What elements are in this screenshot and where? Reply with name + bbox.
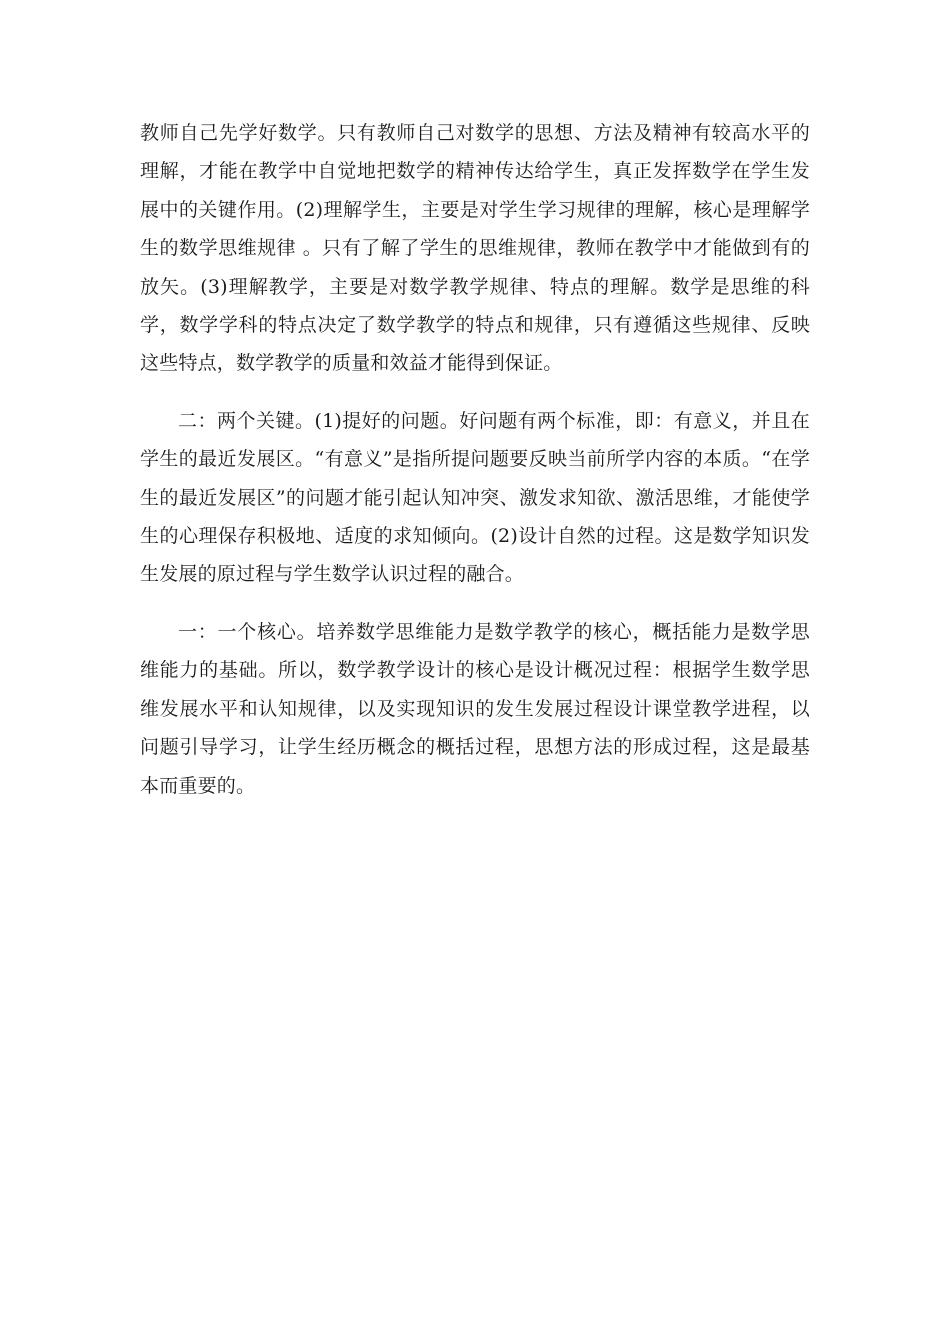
paragraph-one-core: 一：一个核心。培养数学思维能力是数学教学的核心，概括能力是数学思维能力的基础。所以，数学教学设计的核心是设计概况过程：根据学生数学思维发展水平和认知规律，以及实现知识的发生发展过程设计课堂教学进程，以问题引导学习，让学生经历概念的概括过程，思想方法的形成过程，这是最基本而重要的。 [140,620,810,797]
paragraph-understanding: 教师自己先学好数学。只有教师自己对数学的思想、方法及精神有较高水平的理解，才能在教学中自觉地把数学的精神传达给学生，真正发挥数学在学生发展中的关键作用。(2)理解学生，主要是对学生学习规律的理解，核心是理解学生的数学思维规律 。只有了解了学生的思维规律，教师在教学中才能做到有的放矢。(3)理解教学，主要是对数学教学规律、特点的理解。数学是思维的科学，数学学科的特点决定了数学教学的特点和规律，只有遵循这些规律、反映这些特点，数学教学的质量和效益才能得到保证。 [140,122,810,375]
document-body [140,114,810,805]
paragraph-two-keys: 二：两个关键。(1)提好的问题。好问题有两个标准，即：有意义，并且在学生的最近发展区。“有意义”是指所提问题要反映当前所学内容的本质。“在学生的最近发展区”的问题才能引起认知冲突、激发求知欲、激活思维，才能使学生的心理保存积极地、适度的求知倾向。(2)设计自然的过程。这是数学知识发生发展的原过程与学生数学认识过程的融合。 [140,409,810,586]
